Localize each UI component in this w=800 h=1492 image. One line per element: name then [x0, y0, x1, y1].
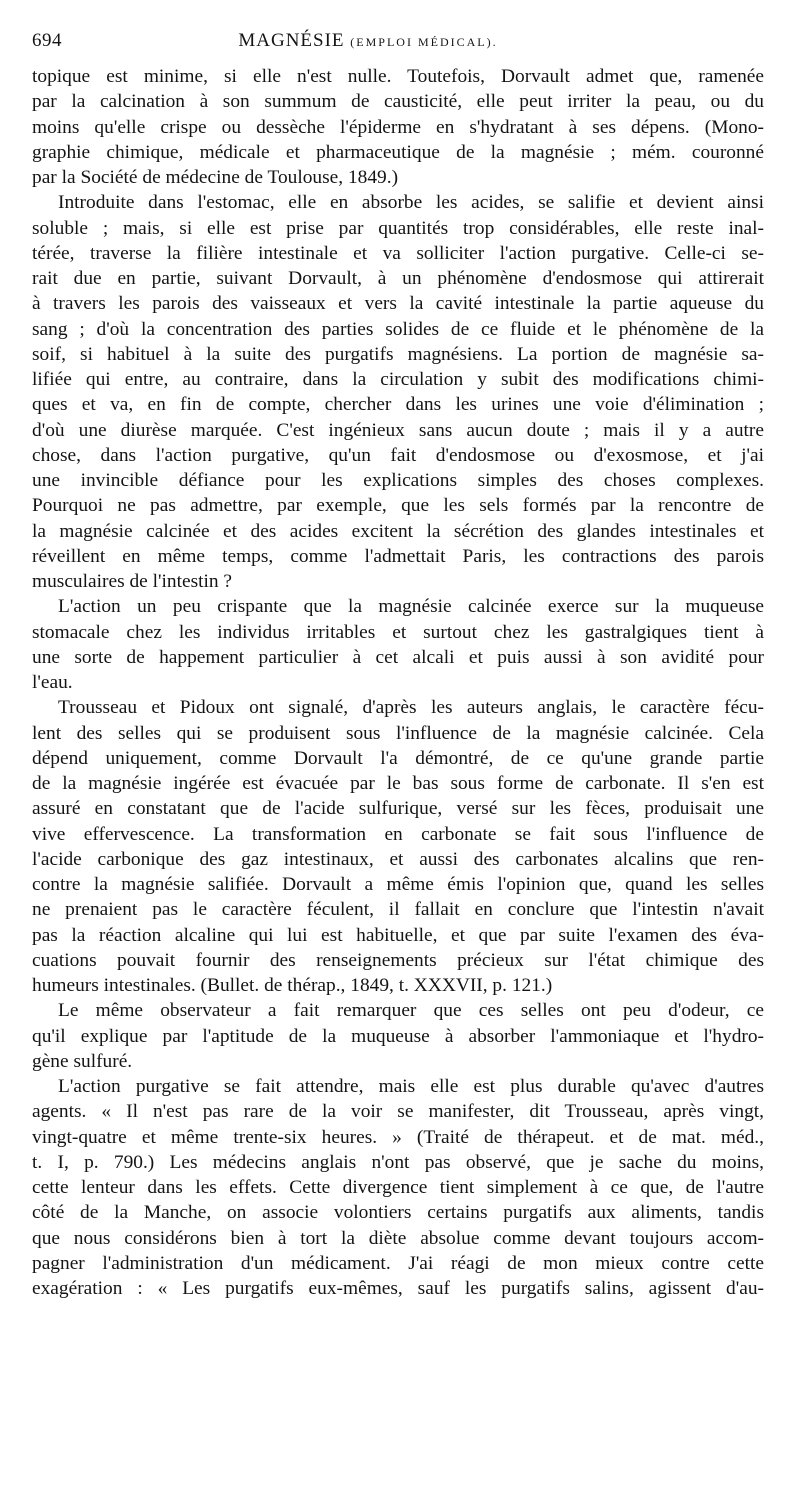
- text-line: par la Société de médecine de Toulouse, 1849.): [32, 167, 399, 188]
- text-line: vive effervescence. La transformation en carbonate se fait sous l'influence de: [32, 823, 764, 845]
- text-line: moins qu'elle crispe ou dessèche l'épiderme en s'hydratant à ses dépens. (Mono-: [32, 116, 764, 138]
- running-header: [32, 30, 764, 64]
- text-line: l'acide carbonique des gaz intestinaux, et aussi des carbonates alcalins que ren-: [32, 848, 764, 870]
- running-title-sub: (EMPLOI MÉDICAL).: [350, 35, 498, 49]
- text-line: cuations pouvait fournir des renseignements précieux sur l'état chimique des: [32, 949, 764, 971]
- text-line: lent des selles qui se produisent sous l'influence de la magnésie calcinée. Cela: [32, 722, 764, 744]
- text-line: pas la réaction alcaline qui lui est habituelle, et que par suite l'examen des éva-: [32, 924, 764, 946]
- text-line: rait due en partie, suivant Dorvault, à un phénomène d'endosmose qui attirerait: [32, 268, 764, 289]
- text-line: une sorte de happement particulier à cet alcali et puis aussi à son avidité pour: [32, 646, 764, 668]
- text-line: topique est minime, si elle n'est nulle. Toutefois, Dorvault admet que, ramenée: [32, 66, 764, 87]
- text-line: térée, traverse la filière intestinale et va solliciter l'action purgative. Celle-ci se-: [32, 242, 764, 264]
- text-line: stomacale chez les individus irritables et surtout chez les gastralgiques tient à: [32, 621, 764, 643]
- running-title: [62, 30, 764, 52]
- text-line: la magnésie calcinée et des acides excitent la sécrétion des glandes intestinales et: [32, 520, 764, 542]
- text-line: que nous considérons bien à tort la diète absolue comme devant toujours accom-: [32, 1227, 764, 1249]
- text-line: Trousseau et Pidoux ont signalé, d'après les auteurs anglais, le caractère fécu-: [58, 697, 764, 719]
- text-line: t. I, p. 790.) Les médecins anglais n'ont pas observé, que je sache du moins,: [32, 1151, 764, 1173]
- text-line: agents. « Il n'est pas rare de la voir se manifester, dit Trousseau, après vingt,: [32, 1101, 764, 1123]
- text-line: d'où une diurèse marquée. C'est ingénieux sans aucun doute ; mais il y a autre: [32, 419, 764, 441]
- text-line: réveillent en même temps, comme l'admettait Paris, les contractions des parois: [32, 545, 764, 567]
- text-line: soif, si habituel à la suite des purgatifs magnésiens. La portion de magnésie sa-: [32, 343, 764, 365]
- book-page: [32, 30, 764, 1301]
- text-line: ques et va, en fin de compte, chercher dans les urines une voie d'élimination ;: [32, 394, 764, 416]
- text-line: une invincible défiance pour les explications simples des choses complexes.: [32, 470, 764, 491]
- text-line: assuré en constatant que de l'acide sulfurique, versé sur les fèces, produisait une: [32, 798, 764, 820]
- text-line: exagération : « Les purgatifs eux-mêmes, sauf les purgatifs salins, agissent d'au-: [32, 1278, 764, 1299]
- text-line: contre la magnésie salifiée. Dorvault a même émis l'opinion que, quand les selles: [32, 874, 764, 895]
- text-line: l'eau.: [32, 672, 73, 693]
- text-line: ne prenaient pas le caractère féculent, il fallait en conclure que l'intestin n'avait: [32, 899, 764, 921]
- text-line: dépend uniquement, comme Dorvault l'a démontré, de ce qu'une grande partie: [32, 747, 764, 769]
- text-line: lifiée qui entre, au contraire, dans la circulation y subit des modifications chimi-: [32, 369, 764, 390]
- text-line: soluble ; mais, si elle est prise par quantités trop considérables, elle reste inal-: [32, 217, 764, 239]
- text-line: musculaires de l'intestin ?: [32, 571, 233, 592]
- text-line: à travers les parois des vaisseaux et vers la cavité intestinale la partie aqueuse du: [32, 293, 764, 315]
- text-line: chose, dans l'action purgative, qu'un fait d'endosmose ou d'exosmose, et j'ai: [32, 444, 764, 466]
- text-line: Introduite dans l'estomac, elle en absorbe les acides, se salifie et devient ainsi: [58, 192, 764, 214]
- page-number: 694: [32, 30, 62, 51]
- text-line: Pourquoi ne pas admettre, par exemple, que les sels formés par la rencontre de: [32, 495, 764, 517]
- text-line: gène sulfuré.: [32, 1050, 133, 1072]
- text-line: de la magnésie ingérée est évacuée par le bas sous forme de carbonate. Il s'en est: [32, 773, 764, 794]
- text-line: L'action un peu crispante que la magnésie calcinée exerce sur la muqueuse: [58, 596, 764, 618]
- text-line: qu'il explique par l'aptitude de la muqueuse à absorber l'ammoniaque et l'hydro-: [32, 1025, 764, 1047]
- text-line: vingt-quatre et même trente-six heures. » (Traité de thérapeut. et de mat. méd.,: [32, 1126, 764, 1148]
- text-line: graphie chimique, médicale et pharmaceutique de la magnésie ; mém. couronné: [32, 141, 764, 163]
- running-title-main: MAGNÉSIE: [238, 30, 345, 51]
- text-line: Le même observateur a fait remarquer que ces selles ont peu d'odeur, ce: [58, 1000, 764, 1022]
- text-line: sang ; d'où la concentration des parties solides de ce fluide et le phénomène de la: [32, 318, 764, 340]
- text-line: par la calcination à son summum de causticité, elle peut irriter la peau, ou du: [32, 91, 764, 113]
- body-text: [32, 64, 764, 1301]
- text-line: cette lenteur dans les effets. Cette divergence tient simplement à ce que, de l'autre: [32, 1177, 764, 1198]
- text-line: côté de la Manche, on associe volontiers certains purgatifs aux aliments, tandis: [32, 1202, 764, 1224]
- text-line: pagner l'administration d'un médicament. J'ai réagi de mon mieux contre cette: [32, 1252, 764, 1274]
- text-line: humeurs intestinales. (Bullet. de thérap., 1849, t. XXXVII, p. 121.): [32, 975, 553, 996]
- text-line: L'action purgative se fait attendre, mais elle est plus durable qu'avec d'autres: [58, 1076, 764, 1097]
